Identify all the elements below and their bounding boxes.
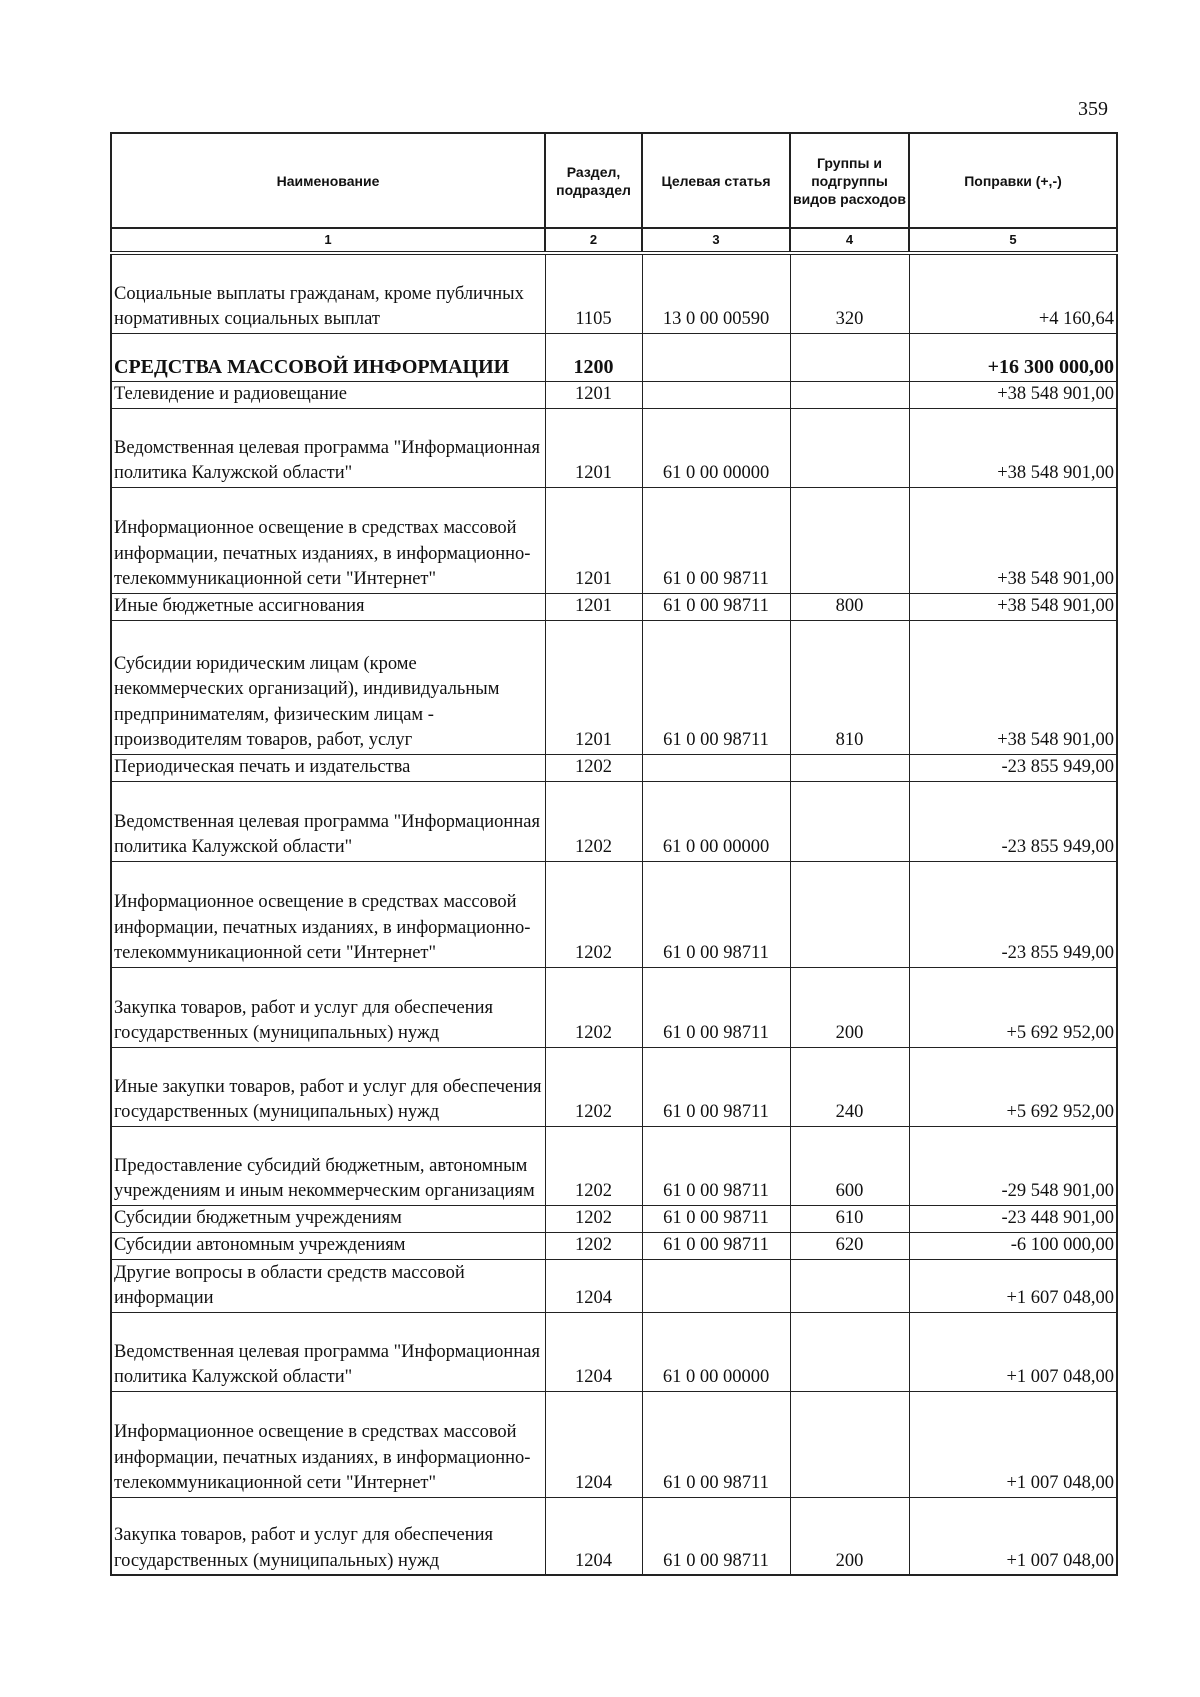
row-section: 1204 xyxy=(545,1312,642,1391)
row-group: 800 xyxy=(790,593,909,620)
row-group: 200 xyxy=(790,967,909,1047)
row-name: Закупка товаров, работ и услуг для обеспечения государственных (муниципальных) нужд xyxy=(111,967,545,1047)
table-row xyxy=(111,1126,1117,1205)
row-amount: +4 160,64 xyxy=(909,253,1117,333)
row-section: 1202 xyxy=(545,1126,642,1205)
row-group: 320 xyxy=(790,253,909,333)
row-target: 61 0 00 98711 xyxy=(642,620,790,754)
row-section: 1202 xyxy=(545,1205,642,1232)
row-group: 200 xyxy=(790,1497,909,1575)
row-section: 1200 xyxy=(545,333,642,381)
budget-amendments-table xyxy=(110,132,1118,1576)
row-target: 61 0 00 00000 xyxy=(642,781,790,861)
row-target: 61 0 00 98711 xyxy=(642,1047,790,1126)
row-name: Социальные выплаты гражданам, кроме публичных нормативных социальных выплат xyxy=(111,253,545,333)
row-section: 1204 xyxy=(545,1259,642,1312)
row-section: 1201 xyxy=(545,487,642,593)
table-row xyxy=(111,1312,1117,1391)
row-amount: -6 100 000,00 xyxy=(909,1232,1117,1259)
row-amount: +1 007 048,00 xyxy=(909,1312,1117,1391)
row-name: Информационное освещение в средствах массовой информации, печатных изданиях, в информационно-телекоммуникационной сети "Интернет" xyxy=(111,1391,545,1497)
row-name: Субсидии юридическим лицам (кроме некоммерческих организаций), индивидуальным предпринимателям, физическим лицам - производителям товаров, работ, услуг xyxy=(111,620,545,754)
column-number: 2 xyxy=(545,228,642,253)
column-number: 4 xyxy=(790,228,909,253)
row-amount: +5 692 952,00 xyxy=(909,1047,1117,1126)
table-row xyxy=(111,754,1117,781)
table-row xyxy=(111,861,1117,967)
row-name: Субсидии автономным учреждениям xyxy=(111,1232,545,1259)
row-section: 1201 xyxy=(545,381,642,408)
header-row xyxy=(111,133,1117,228)
row-section: 1202 xyxy=(545,861,642,967)
table-row xyxy=(111,487,1117,593)
row-amount: -29 548 901,00 xyxy=(909,1126,1117,1205)
row-group xyxy=(790,1312,909,1391)
row-section: 1202 xyxy=(545,754,642,781)
row-name: Предоставление субсидий бюджетным, автономным учреждениям и иным некоммерческим организациям xyxy=(111,1126,545,1205)
row-section: 1202 xyxy=(545,781,642,861)
page-number: 359 xyxy=(1078,98,1108,120)
row-target xyxy=(642,381,790,408)
table-row xyxy=(111,593,1117,620)
table-row xyxy=(111,967,1117,1047)
row-name: Информационное освещение в средствах массовой информации, печатных изданиях, в информационно-телекоммуникационной сети "Интернет" xyxy=(111,487,545,593)
row-target: 61 0 00 98711 xyxy=(642,1391,790,1497)
row-amount: -23 855 949,00 xyxy=(909,861,1117,967)
row-name: Иные закупки товаров, работ и услуг для обеспечения государственных (муниципальных) нужд xyxy=(111,1047,545,1126)
row-name: Закупка товаров, работ и услуг для обеспечения государственных (муниципальных) нужд xyxy=(111,1497,545,1575)
row-group xyxy=(790,408,909,487)
row-amount: +5 692 952,00 xyxy=(909,967,1117,1047)
row-group xyxy=(790,487,909,593)
row-amount: +1 607 048,00 xyxy=(909,1259,1117,1312)
row-name: Иные бюджетные ассигнования xyxy=(111,593,545,620)
header-name: Наименование xyxy=(111,133,545,228)
row-target: 61 0 00 98711 xyxy=(642,967,790,1047)
row-group: 600 xyxy=(790,1126,909,1205)
row-amount: +1 007 048,00 xyxy=(909,1391,1117,1497)
header-expense-group: Группы и подгруппы видов расходов xyxy=(790,133,909,228)
row-section: 1202 xyxy=(545,967,642,1047)
row-section: 1204 xyxy=(545,1391,642,1497)
row-name: Ведомственная целевая программа "Информационная политика Калужской области" xyxy=(111,1312,545,1391)
row-target: 61 0 00 98711 xyxy=(642,861,790,967)
table-row xyxy=(111,1259,1117,1312)
column-number: 1 xyxy=(111,228,545,253)
header-section: Раздел, подраздел xyxy=(545,133,642,228)
row-target: 61 0 00 00000 xyxy=(642,408,790,487)
row-amount: +38 548 901,00 xyxy=(909,620,1117,754)
row-target: 61 0 00 98711 xyxy=(642,1497,790,1575)
row-name: Другие вопросы в области средств массовой информации xyxy=(111,1259,545,1312)
column-number-row xyxy=(111,228,1117,253)
row-amount: -23 855 949,00 xyxy=(909,781,1117,861)
row-name: Периодическая печать и издательства xyxy=(111,754,545,781)
row-name: Ведомственная целевая программа "Информационная политика Калужской области" xyxy=(111,781,545,861)
table-row xyxy=(111,781,1117,861)
row-target: 61 0 00 98711 xyxy=(642,1205,790,1232)
column-number: 3 xyxy=(642,228,790,253)
table-row xyxy=(111,1047,1117,1126)
row-amount: +38 548 901,00 xyxy=(909,487,1117,593)
row-target: 61 0 00 98711 xyxy=(642,1232,790,1259)
row-section: 1202 xyxy=(545,1047,642,1126)
row-name: СРЕДСТВА МАССОВОЙ ИНФОРМАЦИИ xyxy=(111,333,545,381)
row-section: 1105 xyxy=(545,253,642,333)
row-name: Ведомственная целевая программа "Информационная политика Калужской области" xyxy=(111,408,545,487)
row-amount: +38 548 901,00 xyxy=(909,381,1117,408)
row-amount: +16 300 000,00 xyxy=(909,333,1117,381)
row-group xyxy=(790,781,909,861)
table-row xyxy=(111,1205,1117,1232)
row-target: 13 0 00 00590 xyxy=(642,253,790,333)
row-amount: -23 448 901,00 xyxy=(909,1205,1117,1232)
row-section: 1201 xyxy=(545,408,642,487)
column-number: 5 xyxy=(909,228,1117,253)
row-group: 810 xyxy=(790,620,909,754)
table-row xyxy=(111,333,1117,381)
row-name: Субсидии бюджетным учреждениям xyxy=(111,1205,545,1232)
row-section: 1201 xyxy=(545,593,642,620)
table-row xyxy=(111,408,1117,487)
row-name: Телевидение и радиовещание xyxy=(111,381,545,408)
row-group xyxy=(790,1259,909,1312)
table-row xyxy=(111,1497,1117,1575)
row-group xyxy=(790,381,909,408)
row-name: Информационное освещение в средствах массовой информации, печатных изданиях, в информационно-телекоммуникационной сети "Интернет" xyxy=(111,861,545,967)
row-target xyxy=(642,333,790,381)
row-amount: -23 855 949,00 xyxy=(909,754,1117,781)
row-target: 61 0 00 98711 xyxy=(642,1126,790,1205)
row-group xyxy=(790,1391,909,1497)
row-target xyxy=(642,754,790,781)
row-target: 61 0 00 98711 xyxy=(642,487,790,593)
row-group xyxy=(790,333,909,381)
row-target: 61 0 00 00000 xyxy=(642,1312,790,1391)
row-section: 1204 xyxy=(545,1497,642,1575)
row-group: 240 xyxy=(790,1047,909,1126)
header-amendments: Поправки (+,-) xyxy=(909,133,1117,228)
row-group xyxy=(790,754,909,781)
row-section: 1202 xyxy=(545,1232,642,1259)
header-target-article: Целевая статья xyxy=(642,133,790,228)
table-row xyxy=(111,1232,1117,1259)
table-row xyxy=(111,1391,1117,1497)
row-section: 1201 xyxy=(545,620,642,754)
row-group: 620 xyxy=(790,1232,909,1259)
row-group xyxy=(790,861,909,967)
row-target: 61 0 00 98711 xyxy=(642,593,790,620)
row-target xyxy=(642,1259,790,1312)
row-amount: +38 548 901,00 xyxy=(909,593,1117,620)
table-row xyxy=(111,253,1117,333)
row-amount: +38 548 901,00 xyxy=(909,408,1117,487)
table-row xyxy=(111,620,1117,754)
table-row xyxy=(111,381,1117,408)
row-group: 610 xyxy=(790,1205,909,1232)
row-amount: +1 007 048,00 xyxy=(909,1497,1117,1575)
